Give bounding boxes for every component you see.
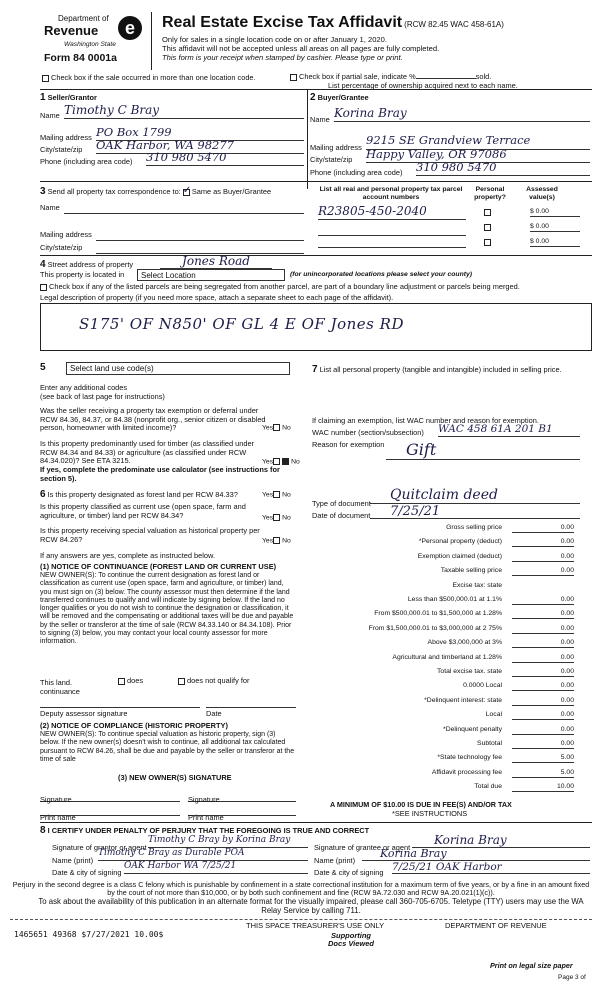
amount-row xyxy=(312,625,574,636)
wac-label: WAC number (section/subsection) xyxy=(312,428,424,437)
amount-value[interactable]: 0.00 xyxy=(512,697,574,706)
amount-row xyxy=(312,711,574,722)
amount-value[interactable]: 0.00 xyxy=(512,625,574,634)
alternate-format-text: To ask about the availability of this publication in an alternate format for the visually impaired, please call 360-705-6705. Teletype (TTY) users may use the WA Relay Service by calling 711. xyxy=(38,897,584,915)
continuance-label: continuance xyxy=(40,687,80,696)
amount-value[interactable]: 0.00 xyxy=(512,726,574,735)
amount-value[interactable]: 0.00 xyxy=(512,668,574,677)
timber-question: Is this property predominantly used for timber (as classified under RCW 84.34 and 84.33) or agriculture (as classified under RCW 84.34.020)? See ETA 3215. xyxy=(40,439,255,466)
form-title-row xyxy=(162,14,592,33)
street-label: 4 Street address of property xyxy=(40,259,134,270)
doc-type-label: Type of document xyxy=(312,499,371,508)
amount-row xyxy=(312,682,574,693)
s6-q1: 6 Is this property designated as forest land per RCW 84.33? xyxy=(40,489,238,500)
amount-value[interactable]: 0.00 xyxy=(512,596,574,605)
deputy-label: Deputy assessor signature xyxy=(40,709,128,718)
buyer-mail-field[interactable]: 9215 SE Grandview Terrace xyxy=(366,134,590,150)
dept-text: Department of xyxy=(58,14,109,23)
assessed-value-field[interactable]: $ 0.00 xyxy=(530,208,580,217)
header-line-3: This form is your receipt when stamped by cashier. Please type or print. xyxy=(162,53,403,63)
seller-mail-label: Mailing address xyxy=(40,133,92,142)
dor-label: DEPARTMENT OF REVENUE xyxy=(445,921,547,930)
grantor-name-field[interactable]: Timothy C Bray as Durable POA xyxy=(98,848,308,861)
amount-label: Subtotal xyxy=(477,740,502,747)
print-label: Print name xyxy=(188,813,224,822)
amount-label: *State technology fee xyxy=(437,754,502,762)
amount-value[interactable]: 0.00 xyxy=(512,610,574,619)
amount-label: 0.0000 Local xyxy=(463,682,502,690)
corr-city-label: City/state/zip xyxy=(40,243,83,252)
segregation-checkbox[interactable] xyxy=(40,284,47,291)
amount-label: Excise tax: state xyxy=(452,581,502,589)
treasurer-label: THIS SPACE TREASURER'S USE ONLY xyxy=(246,921,385,930)
legal-description-text: S175' OF N850' OF GL 4 E OF Jones RD xyxy=(79,315,404,333)
grantor-sig-label: Signature of grantor or agent xyxy=(52,843,147,852)
notice-2-text: NEW OWNER(S): To continue special valuation as historic property, sign (3) below. If the new owner(s) doesn't wish to continue, all additional tax calculated pursuant to RCW 84.26, shall be due and payable by the seller or transferor at the time of sale xyxy=(40,731,295,763)
seller-mail-field[interactable]: PO Box 1799 xyxy=(96,126,304,141)
sig-label: Signature xyxy=(40,795,72,804)
amount-row xyxy=(312,783,574,794)
corr-name-field[interactable] xyxy=(64,204,304,214)
personal-property-checkbox[interactable] xyxy=(484,208,493,217)
assessed-value-field[interactable]: $ 0.00 xyxy=(530,223,580,232)
legal-size-note: Print on legal size paper xyxy=(490,961,573,970)
amount-label: Total excise tax. state xyxy=(437,668,502,675)
personal-property-header: Personal property? xyxy=(474,186,506,202)
amount-label: Total due xyxy=(474,783,502,791)
amount-row xyxy=(312,726,574,737)
multi-location-checkbox[interactable] xyxy=(42,75,49,82)
legal-description-box[interactable] xyxy=(40,303,592,351)
cashier-stamp: 1465651 49368 $7/27/2021 10.00$ xyxy=(14,930,164,939)
s6-q2-yesno[interactable]: Yes No xyxy=(262,514,291,522)
same-as-buyer-checkbox[interactable]: ✓ xyxy=(182,184,192,196)
s6-q1-yesno[interactable]: Yes No xyxy=(262,491,291,499)
grantee-name-label: Name (print) xyxy=(314,856,356,865)
grantor-signature-field[interactable]: Timothy C Bray by Korina Bray xyxy=(148,835,308,848)
predominate-note: If yes, complete the predominate use calculator (see instructions for section 5). xyxy=(40,465,280,483)
doesnot-check[interactable]: does not qualify for xyxy=(178,677,249,686)
location-label: This property is located in xyxy=(40,270,125,279)
amount-label: Gross selling price xyxy=(446,524,502,531)
doc-type-field[interactable]: Quitclaim deed xyxy=(370,487,580,504)
certify-heading: 8 I CERTIFY UNDER PENALTY OF PERJURY THAT THE FOREGOING IS TRUE AND CORRECT xyxy=(40,825,370,836)
thisland-label: This land. xyxy=(40,678,73,687)
amount-label: *Delinquent penalty xyxy=(443,725,502,733)
grantor-date-field[interactable]: OAK Harbor WA 7/25/21 xyxy=(124,861,308,874)
location-note: (for unincorporated locations please select your county) xyxy=(290,271,473,278)
divider xyxy=(10,919,592,920)
assessed-value-header: Assessed value(s) xyxy=(526,186,558,202)
corr-section: 3 Send all property tax correspondence to: ✓ Same as Buyer/Grantee xyxy=(40,184,272,197)
see-back-label: (see back of last page for instructions) xyxy=(40,392,165,401)
amount-label: From $500,000.01 to $1,500,000 at 1.28% xyxy=(374,610,502,618)
amount-row xyxy=(312,582,574,593)
seller-city-label: City/state/zip xyxy=(40,145,83,154)
amount-label: Local xyxy=(485,711,502,719)
s6-q2: Is this property classified as current use (open space, farm and agriculture, or timber) land per RCW 84.34? xyxy=(40,502,246,520)
amount-value[interactable]: 0.00 xyxy=(512,567,574,576)
seller-city-field[interactable]: OAK Harbor, WA 98277 xyxy=(96,139,304,154)
amount-label: *Personal property (deduct) xyxy=(418,538,502,546)
parcel-number-field[interactable] xyxy=(318,240,466,248)
doc-date-field[interactable]: 7/25/21 xyxy=(370,504,580,519)
state-text: Washington State xyxy=(64,41,116,48)
grantee-date-label: Date & city of signing xyxy=(314,868,384,877)
amount-value[interactable]: 0.00 xyxy=(512,524,574,533)
amount-value[interactable]: 0.00 xyxy=(512,682,574,691)
deputy-date-field[interactable] xyxy=(206,700,296,708)
amount-label: Less than $500,000.01 at 1.1% xyxy=(407,596,502,603)
amount-label: Affidavit processing fee xyxy=(431,768,502,776)
amount-label: From $1,500,000.01 to $3,000,000 at 2 75% xyxy=(368,624,502,632)
divider xyxy=(40,822,592,823)
seller-section: 1 Seller/Grantor xyxy=(40,92,97,103)
divider xyxy=(40,255,592,256)
minimum-note: A MINIMUM OF $10.00 IS DUE IN FEE(S) AND/OR TAX xyxy=(330,800,512,809)
legal-label: Legal description of property (if you need more space, attach a separate sheet to each page of the affidavit). xyxy=(40,293,394,302)
amount-value[interactable]: 10.00 xyxy=(512,783,574,792)
grantee-signature-field[interactable]: Korina Bray xyxy=(412,833,590,848)
form-number: Form 84 0001a xyxy=(44,52,117,64)
amount-row xyxy=(312,639,574,650)
amount-row xyxy=(312,754,574,765)
amount-value[interactable]: 0.00 xyxy=(512,553,574,562)
amount-value[interactable]: 0.00 xyxy=(512,740,574,749)
amount-row xyxy=(312,654,574,665)
grantor-date-label: Date & city of signing xyxy=(52,868,122,877)
parcel-number-field[interactable]: R23805-450-2040 xyxy=(318,204,466,220)
amount-label: *Delinquent interest: state xyxy=(424,696,502,704)
grantee-date-field[interactable]: 7/25/21 OAK Harbor xyxy=(392,861,590,874)
personal-property-checkbox[interactable] xyxy=(484,238,493,247)
perjury-text: Perjury in the second degree is a class C felony which is punishable by confinement in a state correctional institution for a maximum term of five years, or by a fine in an amount fixed by the court of not more than $10,000, or by both such confinement and fine (RCW 9A.72.030 and RCW 9A.20.021(1)(c)). xyxy=(12,880,590,898)
supporting-docs-stamp: Supporting Docs Viewed xyxy=(328,931,374,948)
parcel-number-field[interactable] xyxy=(318,228,466,236)
notice-2-heading: (2) NOTICE OF COMPLIANCE (HISTORIC PROPERTY) xyxy=(40,721,228,730)
seller-name-field[interactable]: Timothy C Bray xyxy=(64,103,304,119)
buyer-phone-label: Phone (including area code) xyxy=(310,168,403,177)
amount-value[interactable]: 0.00 xyxy=(512,654,574,663)
header-lines xyxy=(162,35,439,62)
assessed-value-field[interactable]: $ 0.00 xyxy=(530,238,580,247)
print-label: Print name xyxy=(40,813,76,822)
grantee-sig-label: Signature of grantee or agent xyxy=(314,843,411,852)
amount-row xyxy=(312,668,574,679)
amount-row xyxy=(312,538,574,549)
location-select[interactable]: Select Location xyxy=(137,269,285,281)
divider xyxy=(40,181,592,182)
seller-phone-field[interactable]: 310 980 5470 xyxy=(146,151,304,166)
header-line-2: This affidavit will not be accepted unless all areas on all pages are fully completed. xyxy=(162,44,440,54)
s6-q3: Is this property receiving special valuation as historical property per RCW 84.26? xyxy=(40,526,260,544)
amount-value[interactable]: 5.00 xyxy=(512,769,574,778)
partial-pct-field[interactable] xyxy=(416,72,476,79)
amount-label: Taxable selling price xyxy=(440,567,502,575)
amount-value[interactable]: 0.00 xyxy=(512,711,574,720)
s5-num: 5 xyxy=(40,362,46,373)
buyer-name-field[interactable]: Korina Bray xyxy=(334,106,590,122)
amount-label: Above $3,000,000 at 3% xyxy=(427,639,502,647)
buyer-city-label: City/state/zip xyxy=(310,155,353,164)
amount-value[interactable]: 0.00 xyxy=(512,538,574,547)
partial-sale-check[interactable]: Check box if partial sale, indicate % sold. xyxy=(290,72,491,82)
seller-phone-label: Phone (including area code) xyxy=(40,157,133,166)
amount-label: Exemption claimed (deduct) xyxy=(417,552,502,560)
corr-city-field[interactable] xyxy=(96,244,304,254)
see-instructions: *SEE INSTRUCTIONS xyxy=(392,809,468,818)
exemption-question: Was the seller receiving a property tax exemption or deferral under RCW 84.36, 84.37, or 84.38 (nonprofit org., senior citizen or disabled person, homeowner with limited income)? xyxy=(40,406,266,433)
corr-mail-label: Mailing address xyxy=(40,230,92,239)
amount-row xyxy=(312,524,574,535)
revenue-logo-icon: e xyxy=(118,16,142,40)
ownership-note: List percentage of ownership acquired next to each name. xyxy=(328,81,518,90)
q1-yesno[interactable]: Yes No xyxy=(262,424,291,432)
notice-1-heading: (1) NOTICE OF CONTINUANCE (FOREST LAND OR CURRENT USE) xyxy=(40,562,277,571)
amount-value[interactable]: 5.00 xyxy=(512,754,574,763)
reason-label: Reason for exemption xyxy=(312,440,385,449)
header-line-1: Only for sales in a single location code on or after January 1, 2020. xyxy=(162,35,387,44)
buyer-phone-field[interactable]: 310 980 5470 xyxy=(416,161,590,176)
parcels-header: List all real and personal property tax parcel account numbers xyxy=(319,186,463,202)
buyer-section: 2 Buyer/Grantee xyxy=(310,92,369,103)
revenue-text: Revenue xyxy=(44,23,99,38)
exempt-note: If claiming an exemption, list WAC number and reason for exemption. xyxy=(312,416,539,425)
s6-q3-yesno[interactable]: Yes No xyxy=(262,537,291,545)
buyer-mail-label: Mailing address xyxy=(310,143,362,152)
grantee-name-field[interactable]: Korina Bray xyxy=(362,848,590,861)
amount-value[interactable]: 0.00 xyxy=(512,639,574,648)
wac-number-field[interactable]: WAC 458 61A 201 B1 xyxy=(438,423,580,437)
citation: (RCW 82.45 WAC 458-61A) xyxy=(404,20,504,29)
buyer-name-label: Name xyxy=(310,115,330,124)
deputy-date-label: Date xyxy=(206,709,222,718)
notice-1-text: NEW OWNER(S): To continue the current designation as forest land or classification as current use (open space, farm and agriculture, or timber) land, you must sign on (3) below. The county assessor must then determine if the land transferred continues to qualify and will indicate by signing below. If the land no longer qualifies or you do not wish to continue the designation or classification, it will be removed and the compensating or additional taxes will be due and payable by the seller or transferor at the time of sale (RCW 84.33.140 or 84.34.108). Prior to signing (3) below, you may contact your local county assessor for more information. xyxy=(40,572,294,645)
form-title: Real Estate Excise Tax Affidavit xyxy=(162,14,403,31)
seller-name-label: Name xyxy=(40,111,60,120)
segregation-check[interactable]: Check box if any of the listed parcels are being segregated from another parcel, are part of a boundary line adjustment or parcels being merged. xyxy=(40,283,520,292)
corr-mail-field[interactable] xyxy=(96,231,304,241)
additional-codes-label: Enter any additional codes xyxy=(40,383,128,392)
amount-row xyxy=(312,697,574,708)
divider xyxy=(40,89,592,90)
multi-location-check[interactable]: Check box if the sale occurred in more than one location code. xyxy=(42,74,256,83)
corr-name-label: Name xyxy=(40,203,60,212)
amount-row xyxy=(312,769,574,780)
partial-sale-checkbox[interactable] xyxy=(290,74,297,81)
reason-field[interactable]: Gift xyxy=(386,441,580,460)
notice-3-heading: (3) NEW OWNER(S) SIGNATURE xyxy=(118,773,232,782)
sig-label: Signature xyxy=(188,795,220,804)
amount-row xyxy=(312,740,574,751)
buyer-city-field[interactable]: Happy Valley, OR 97086 xyxy=(366,148,590,163)
header-logo-block xyxy=(40,12,152,70)
street-address-field[interactable]: Jones Road xyxy=(160,254,272,269)
land-use-select[interactable]: Select land use code(s) xyxy=(66,362,290,375)
amount-row xyxy=(312,610,574,621)
ifany-note: If any answers are yes, complete as instructed below. xyxy=(40,551,215,560)
doc-date-label: Date of document xyxy=(312,511,371,520)
vertical-divider xyxy=(307,89,308,189)
page-number: Page 3 of xyxy=(558,974,586,981)
grantor-name-label: Name (print) xyxy=(52,856,94,865)
deputy-signature-field[interactable] xyxy=(40,700,200,708)
personal-property-checkbox[interactable] xyxy=(484,223,493,232)
amount-row xyxy=(312,567,574,578)
q2-yesno[interactable]: Yes No xyxy=(262,458,300,466)
amount-label: Agricultural and timberland at 1.28% xyxy=(392,653,502,661)
s7-block: 7 List all personal property (tangible and intangible) included in selling price. xyxy=(312,364,562,375)
amount-row xyxy=(312,553,574,564)
amount-row xyxy=(312,596,574,607)
does-check[interactable]: does xyxy=(118,677,143,686)
